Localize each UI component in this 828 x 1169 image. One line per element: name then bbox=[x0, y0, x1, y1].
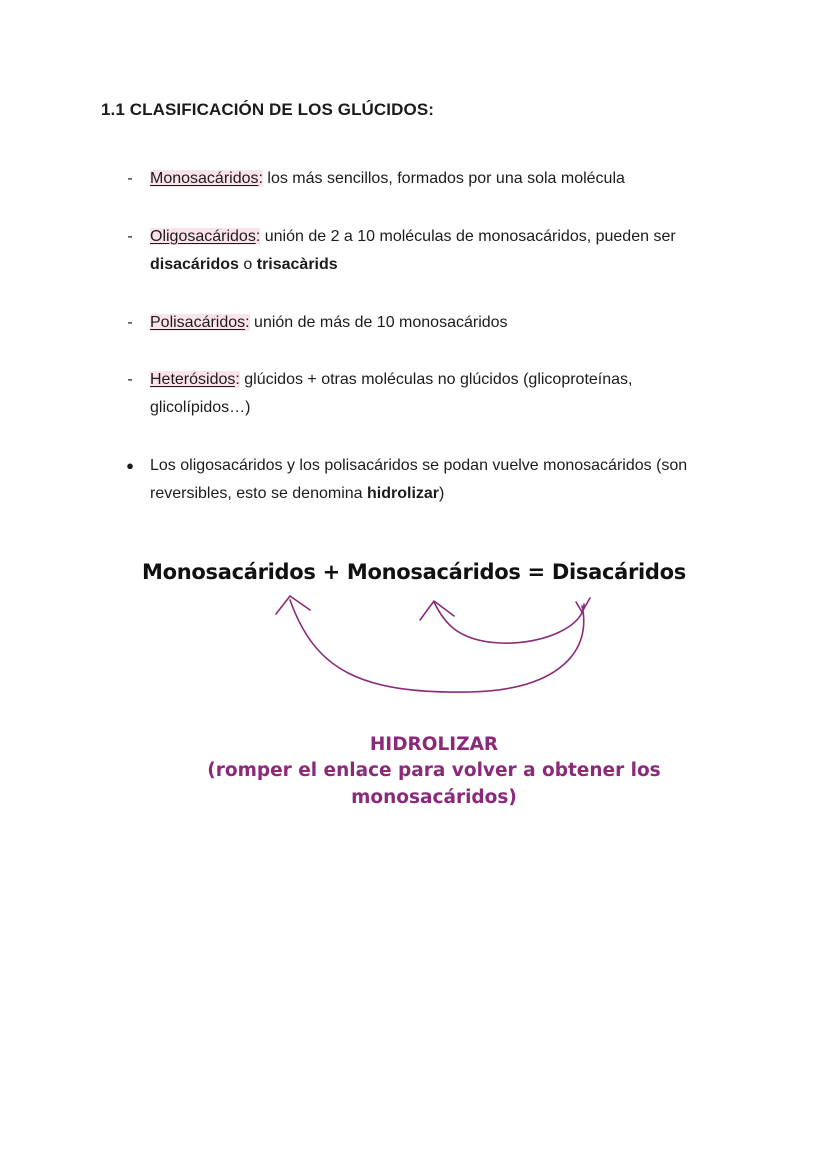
term-description: unión de más de 10 monosacáridos bbox=[249, 314, 508, 331]
note-line-1: Los oligosacáridos y los polisacáridos se podan vuelve monosacáridos (son bbox=[150, 457, 688, 474]
large-arc-arrow bbox=[290, 600, 584, 692]
term-description: los más sencillos, formados por una sola molécula bbox=[262, 170, 625, 187]
caption-line-1: (romper el enlace para volver a obtener los bbox=[207, 760, 661, 781]
caption-line-2: monosacáridos) bbox=[351, 787, 517, 808]
term-colon: : bbox=[245, 314, 250, 331]
bold-disacaridos: disacáridos bbox=[150, 256, 239, 273]
term-monosacaridos: Monosacáridos bbox=[150, 170, 259, 187]
dash-marker: - bbox=[127, 314, 133, 331]
small-arc-arrow bbox=[434, 602, 584, 643]
term-description: glúcidos + otras moléculas no glúcidos (glicoproteínas, bbox=[239, 371, 633, 388]
term-colon: : bbox=[258, 170, 263, 187]
term-heterosidos: Heterósidos bbox=[150, 371, 236, 388]
bold-hidrolizar: hidrolizar bbox=[367, 485, 440, 502]
term-colon: : bbox=[235, 371, 240, 388]
bullet-icon: ● bbox=[126, 458, 134, 473]
connector-word: o bbox=[238, 256, 257, 273]
caption-title: HIDROLIZAR bbox=[369, 734, 499, 755]
term-oligosacaridos: Oligosacáridos bbox=[150, 228, 256, 245]
note-line-2: reversibles, esto se denomina bbox=[150, 485, 367, 502]
term-description: unión de 2 a 10 moléculas de monosacáridos, pueden ser bbox=[260, 228, 676, 245]
note-line-2-end: ) bbox=[439, 485, 445, 502]
equation-title: Monosacáridos + Monosacáridos = Disacáridos bbox=[142, 560, 686, 584]
small-arrowhead-icon bbox=[420, 601, 454, 620]
dash-marker: - bbox=[127, 228, 133, 245]
term-polisacaridos: Polisacáridos bbox=[150, 314, 246, 331]
large-arrowhead-icon bbox=[276, 596, 310, 614]
dash-marker: - bbox=[127, 170, 133, 187]
start-tick-icon bbox=[576, 598, 590, 612]
term-description-continued: glicolípidos…) bbox=[150, 399, 251, 416]
term-colon: : bbox=[255, 228, 261, 245]
section-heading: 1.1 CLASIFICACIÓN DE LOS GLÚCIDOS: bbox=[101, 100, 435, 119]
dash-marker: - bbox=[127, 371, 133, 388]
bold-trisacarids: trisacàrids bbox=[256, 256, 338, 273]
